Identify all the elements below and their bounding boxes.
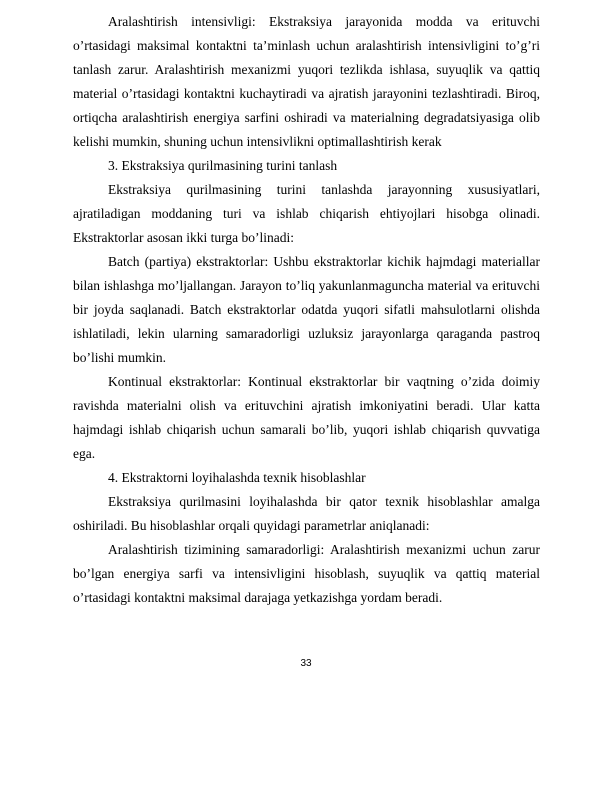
page-body [73, 10, 540, 610]
paragraph-batch-extractors: Batch (partiya) ekstraktorlar: Ushbu ekstraktorlar kichik hajmdagi materiallar bilan ishlashga mo’ljallangan. Jarayon to’liq yakunlanmaguncha material va erituvchi bir joyda saqlanadi. Batch ekstraktorlar odatda yuqori sifatli mahsulotlarni olishda ishlatiladi, lekin ularning samaradorligi uzluksiz jarayonlarga qaraganda pastroq bo’lishi mumkin. [73, 254, 540, 365]
paragraph-continuous-extractors: Kontinual ekstraktorlar: Kontinual ekstraktorlar bir vaqtning o’zida doimiy ravishda materialni olish va erituvchini ajratish imkoniyatini beradi. Ular katta hajmdagi ishlab chiqarish uchun samarali bo’lib, yuqori ishlab chiqarish quvvatiga ega. [73, 374, 540, 461]
paragraph-extractor-type: Ekstraksiya qurilmasining turini tanlashda jarayonning xususiyatlari, ajratiladigan moddaning turi va ishlab chiqarish ehtiyojlari hisobga olinadi. Ekstraktorlar asosan ikki turga bo’linadi: [73, 182, 540, 245]
section-heading-3: 3. Ekstraksiya qurilmasining turini tanlash [108, 158, 338, 173]
section-heading-4: 4. Ekstraktorni loyihalashda texnik hisoblashlar [108, 470, 366, 485]
paragraph-mixing-efficiency: Aralashtirish tizimining samaradorligi: Aralashtirish mexanizmi uchun zarur bo’lgan energiya sarfi va intensivligini hisoblash, suyuqlik va qattiq material o’rtasidagi kontaktni maksimal darajaga yetkazishga yordam beradi. [73, 542, 540, 605]
paragraph-mixing-intensity: Aralashtirish intensivligi: Ekstraksiya jarayonida modda va erituvchi o’rtasidagi maksimal kontaktni ta’minlash uchun aralashtirish intensivligini to’g’ri tanlash zarur. Aralashtirish mexanizmi yuqori tezlikda ishlasa, suyuqlik va qattiq material o’rtasidagi kontaktni kuchaytiradi va ajratish jarayonini tezlashtiradi. Biroq, ortiqcha aralashtirish energiya sarfini oshiradi va materialning degradatsiyasiga olib kelishi mumkin, shuning uchun intensivlikni optimallashtirish kerak [73, 14, 540, 149]
page-number: 33 [300, 658, 312, 669]
paragraph-technical-calculations: Ekstraksiya qurilmasini loyihalashda bir qator texnik hisoblashlar amalga oshiriladi. Bu hisoblashlar orqali quyidagi parametrlar aniqlanadi: [73, 494, 540, 533]
